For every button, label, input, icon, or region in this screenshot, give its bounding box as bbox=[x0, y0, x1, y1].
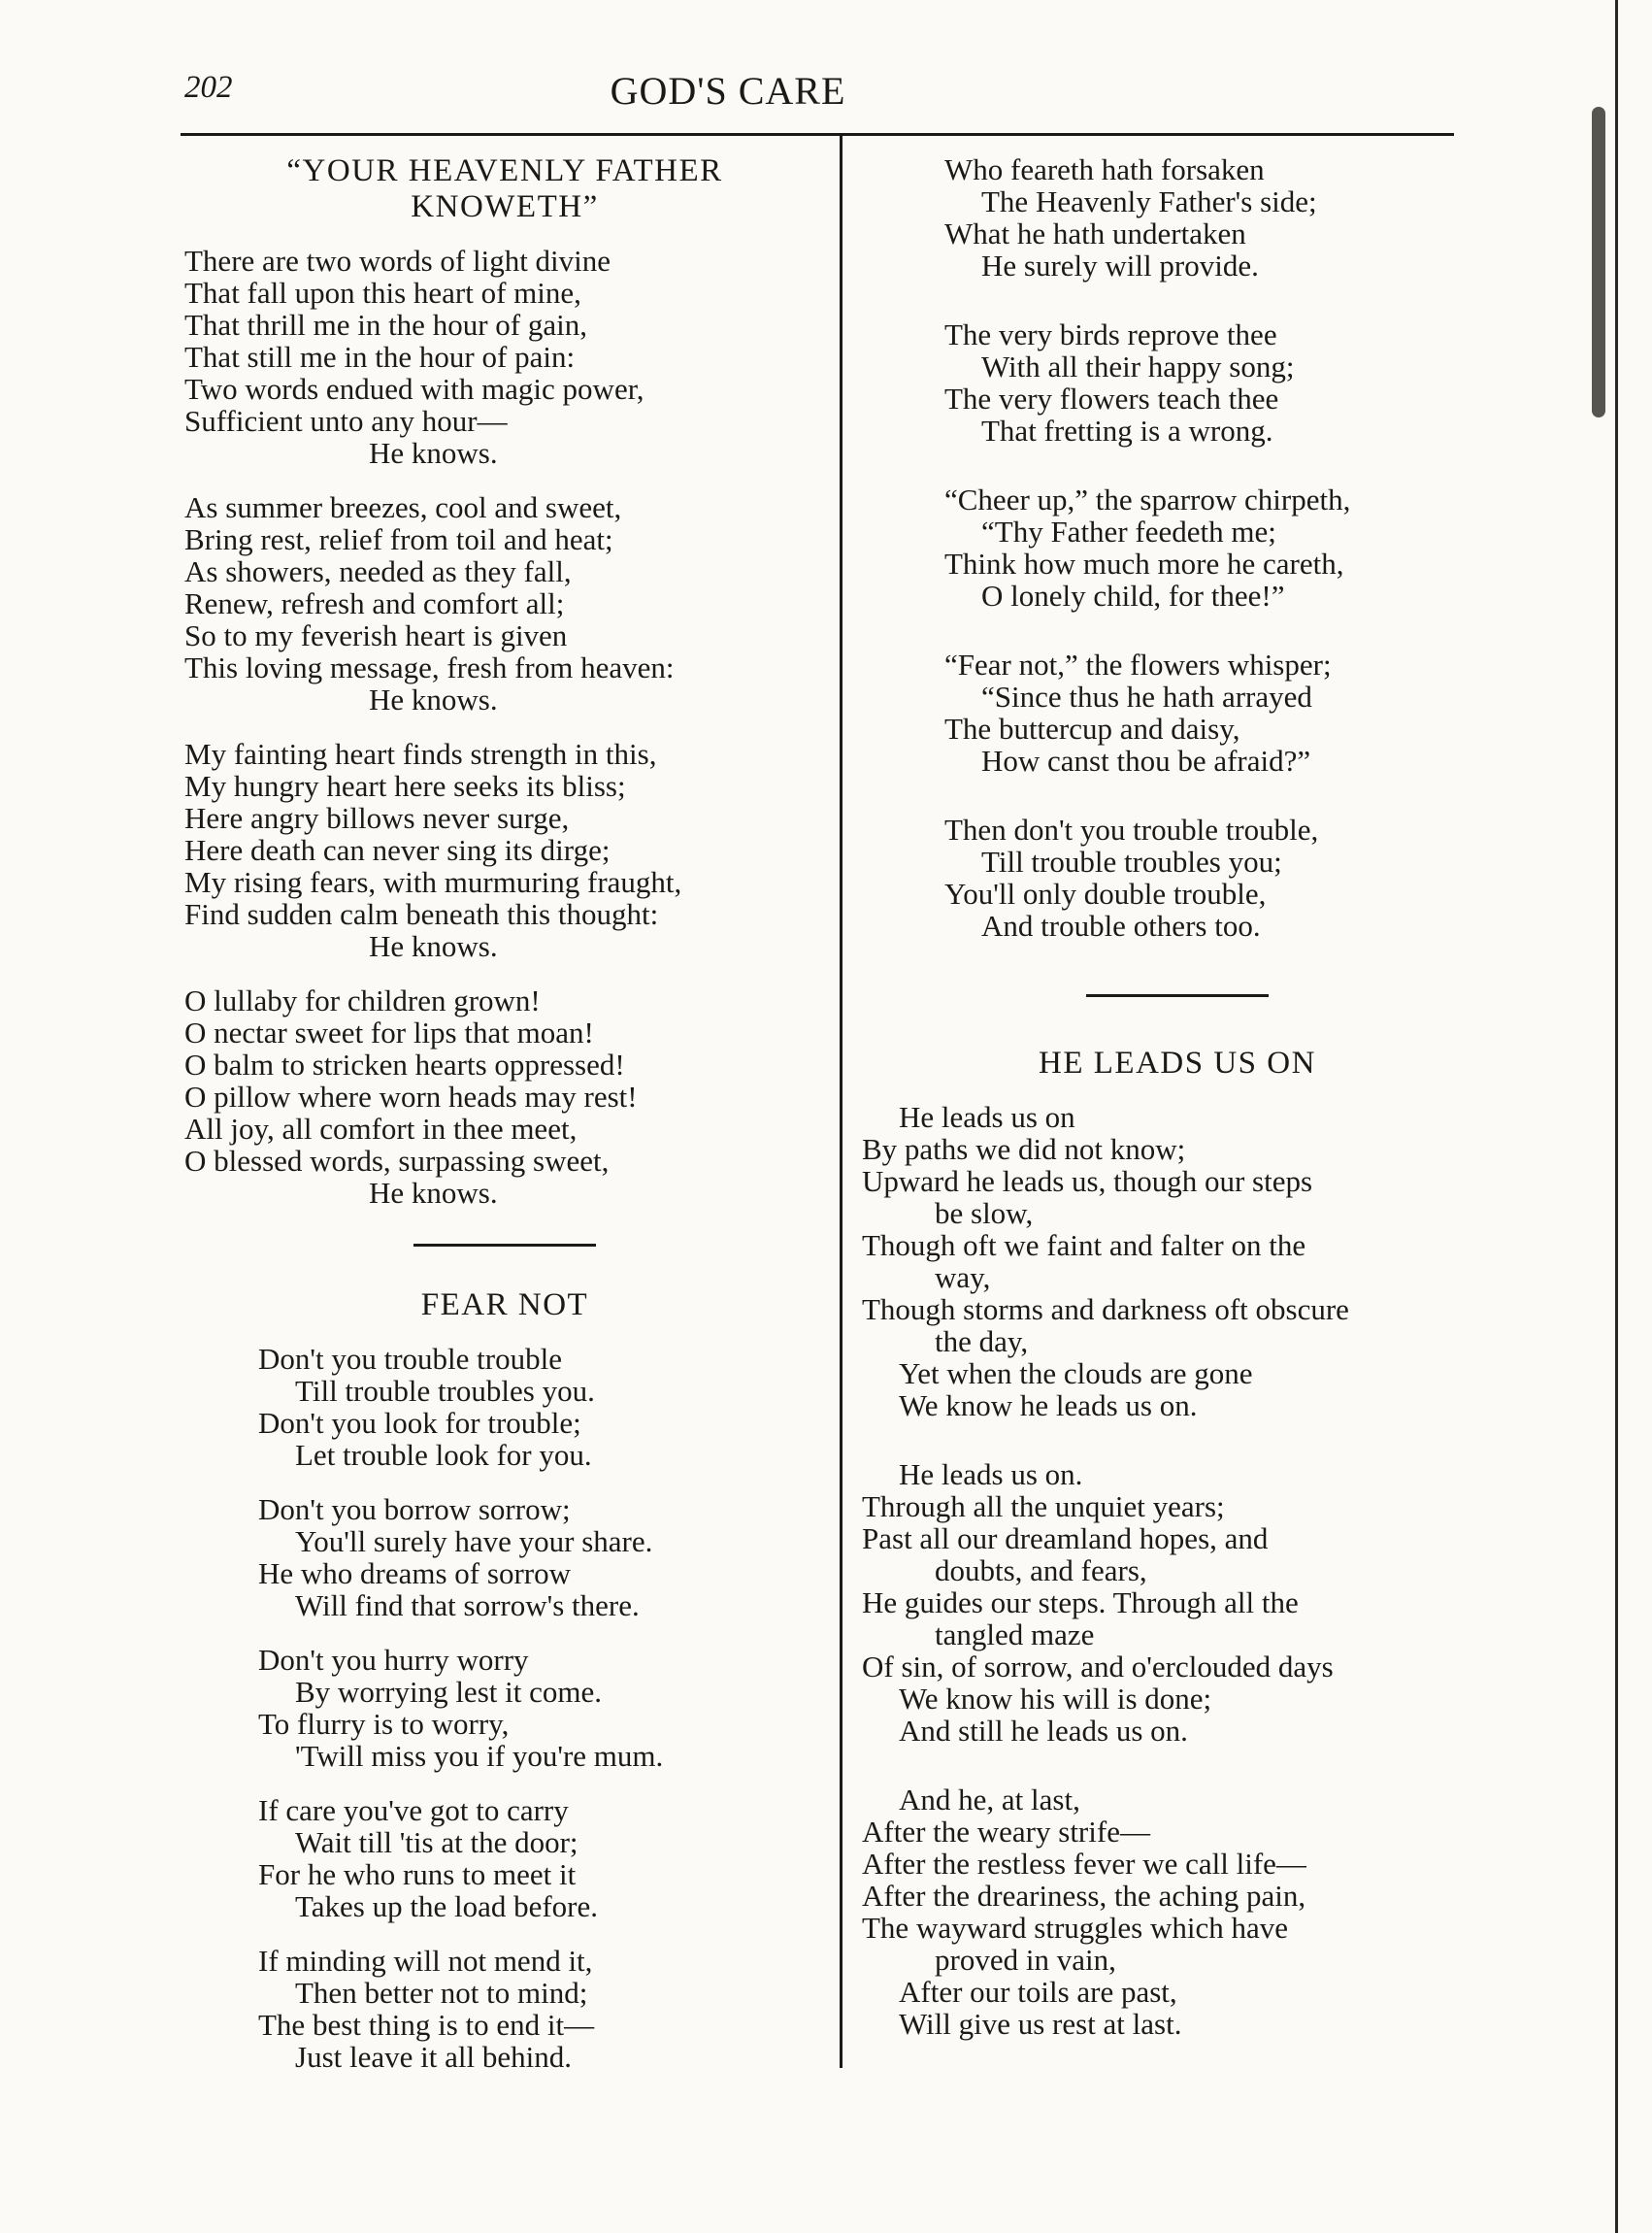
poem-line: Then don't you trouble trouble, bbox=[944, 813, 1319, 847]
stanza bbox=[258, 1945, 825, 2073]
poem-title-line: “YOUR HEAVENLY FATHER bbox=[286, 153, 723, 188]
poem-line: the day, bbox=[935, 1324, 1029, 1358]
poem-line: The very birds reprove thee bbox=[944, 317, 1277, 351]
poem-line: Though oft we faint and falter on the bbox=[862, 1228, 1306, 1262]
stanza bbox=[258, 1493, 825, 1621]
poem-line: That fall upon this heart of mine, bbox=[184, 276, 581, 310]
poem-line: “Fear not,” the flowers whisper; bbox=[944, 648, 1332, 682]
poem-line: The best thing is to end it— bbox=[258, 2008, 595, 2042]
poem-line: O balm to stricken hearts oppressed! bbox=[184, 1048, 625, 1082]
poem-line: We know his will is done; bbox=[899, 1682, 1212, 1716]
poem-line: This loving message, fresh from heaven: bbox=[184, 650, 675, 684]
poem-line: Don't you look for trouble; bbox=[258, 1406, 581, 1440]
poem-line: What he hath undertaken bbox=[944, 217, 1246, 250]
poem-line: He surely will provide. bbox=[981, 249, 1259, 283]
stanza bbox=[944, 483, 1493, 612]
section-divider bbox=[1086, 994, 1269, 997]
stanza bbox=[258, 1794, 825, 1922]
poem-line: Will give us rest at last. bbox=[899, 2007, 1182, 2041]
poem-line: To flurry is to worry, bbox=[258, 1707, 510, 1741]
poem-line: Till trouble troubles you; bbox=[981, 845, 1282, 879]
poem-line: That fretting is a wrong. bbox=[981, 414, 1273, 448]
poem-line: way, bbox=[935, 1260, 991, 1294]
poem-line: proved in vain, bbox=[935, 1943, 1116, 1977]
stanza bbox=[862, 1101, 1493, 1421]
poem-line: Through all the unquiet years; bbox=[862, 1489, 1225, 1523]
poem-line: He guides our steps. Through all the bbox=[862, 1585, 1299, 1619]
poem-line: As showers, needed as they fall, bbox=[184, 554, 572, 588]
poem-line: My rising fears, with murmuring fraught, bbox=[184, 865, 682, 899]
poem-line: Though storms and darkness oft obscure bbox=[862, 1292, 1349, 1326]
poem-line: “Thy Father feedeth me; bbox=[981, 515, 1276, 549]
poem-line: After the dreariness, the aching pain, bbox=[862, 1879, 1306, 1913]
stanza bbox=[944, 649, 1493, 777]
stanza bbox=[184, 491, 825, 716]
poem-title-heavenly bbox=[184, 153, 825, 225]
poem-line: doubts, and fears, bbox=[935, 1553, 1147, 1587]
poem-line: Will find that sorrow's there. bbox=[295, 1588, 640, 1622]
poem-line: And still he leads us on. bbox=[899, 1714, 1188, 1748]
stanza bbox=[862, 1458, 1493, 1747]
poem-line: He who dreams of sorrow bbox=[258, 1556, 571, 1590]
running-head: GOD'S CARE bbox=[610, 69, 846, 113]
stanza bbox=[184, 738, 825, 962]
poem-line: There are two words of light divine bbox=[184, 244, 611, 278]
poem-line: Think how much more he careth, bbox=[944, 547, 1344, 581]
poem-line: That still me in the hour of pain: bbox=[184, 340, 576, 374]
poem-line: Let trouble look for you. bbox=[295, 1438, 592, 1472]
poem-line: Yet when the clouds are gone bbox=[899, 1356, 1253, 1390]
stanza bbox=[944, 318, 1493, 447]
poem-line: If minding will not mend it, bbox=[258, 1944, 593, 1978]
poem-line: With all their happy song; bbox=[981, 350, 1295, 383]
poem-line: Renew, refresh and comfort all; bbox=[184, 586, 565, 620]
poem-line: After our toils are past, bbox=[899, 1975, 1177, 2009]
header-rule bbox=[181, 133, 1454, 136]
refrain-line: He knows. bbox=[369, 929, 498, 963]
poem-line: Here death can never sing its dirge; bbox=[184, 833, 611, 867]
poem-line: How canst thou be afraid?” bbox=[981, 744, 1311, 778]
poem-line: be slow, bbox=[935, 1196, 1034, 1230]
poem-line: Who feareth hath forsaken bbox=[944, 152, 1265, 186]
poem-line: The wayward struggles which have bbox=[862, 1911, 1289, 1945]
poem-line: “Cheer up,” the sparrow chirpeth, bbox=[944, 483, 1351, 517]
fear-not-stanzas bbox=[184, 1343, 825, 2073]
binding-shadow bbox=[1592, 107, 1605, 417]
refrain-line: He knows. bbox=[369, 436, 498, 470]
poem-line: And trouble others too. bbox=[981, 909, 1261, 943]
stanza bbox=[184, 984, 825, 1209]
poem-line: The Heavenly Father's side; bbox=[981, 184, 1317, 218]
poem-line: By paths we did not know; bbox=[862, 1132, 1186, 1166]
poem-title-he-leads-us-on: HE LEADS US ON bbox=[1039, 1046, 1316, 1081]
stanza bbox=[944, 153, 1493, 282]
poem-line: O lullaby for children grown! bbox=[184, 983, 541, 1017]
stanza bbox=[258, 1343, 825, 1471]
stanza bbox=[258, 1644, 825, 1772]
refrain-line: He knows. bbox=[369, 683, 498, 717]
poem-line: The buttercup and daisy, bbox=[944, 712, 1240, 746]
poem-line: If care you've got to carry bbox=[258, 1793, 569, 1827]
poem-line: Sufficient unto any hour— bbox=[184, 404, 508, 438]
poem-line: O pillow where worn heads may rest! bbox=[184, 1080, 638, 1114]
poem-line: “Since thus he hath arrayed bbox=[981, 680, 1312, 714]
poem-line: 'Twill miss you if you're mum. bbox=[295, 1739, 664, 1773]
column-rule bbox=[840, 136, 843, 2068]
page-number: 202 bbox=[184, 70, 233, 105]
poem-line: After the weary strife— bbox=[862, 1815, 1150, 1849]
poem-line: Wait till 'tis at the door; bbox=[295, 1825, 578, 1859]
poem-title-fear-not: FEAR NOT bbox=[420, 1287, 589, 1322]
poem-line: Upward he leads us, though our steps bbox=[862, 1164, 1313, 1198]
poem-line: Bring rest, relief from toil and heat; bbox=[184, 522, 613, 556]
poem-line: For he who runs to meet it bbox=[258, 1857, 577, 1891]
poem-line: Of sin, of sorrow, and o'erclouded days bbox=[862, 1650, 1334, 1683]
poem-line: Till trouble troubles you. bbox=[295, 1374, 595, 1408]
poem-line: By worrying lest it come. bbox=[295, 1675, 602, 1709]
poem-line: O nectar sweet for lips that moan! bbox=[184, 1016, 594, 1050]
fear-not-continued bbox=[862, 153, 1493, 942]
page-edge bbox=[1615, 0, 1618, 2233]
poem-line: All joy, all comfort in thee meet, bbox=[184, 1112, 578, 1146]
poem-title-line: KNOWETH” bbox=[411, 189, 599, 224]
poem-line: Don't you hurry worry bbox=[258, 1643, 529, 1677]
stanza bbox=[862, 1783, 1493, 2040]
left-column bbox=[184, 153, 825, 2095]
poem-line: O blessed words, surpassing sweet, bbox=[184, 1144, 610, 1178]
poem-line: O lonely child, for thee!” bbox=[981, 579, 1285, 613]
poem-line: The very flowers teach thee bbox=[944, 382, 1279, 416]
poem-line: You'll surely have your share. bbox=[295, 1524, 653, 1558]
stanza bbox=[944, 814, 1493, 942]
poem-line: Here angry billows never surge, bbox=[184, 801, 570, 835]
poem-line: Just leave it all behind. bbox=[295, 2040, 572, 2074]
poem-line: Then better not to mind; bbox=[295, 1976, 588, 2010]
poem-line: So to my feverish heart is given bbox=[184, 618, 568, 652]
poem-line: Don't you trouble trouble bbox=[258, 1342, 562, 1376]
poem-line: Two words endued with magic power, bbox=[184, 372, 644, 406]
poem-line: We know he leads us on. bbox=[899, 1388, 1198, 1422]
poem-line: Don't you borrow sorrow; bbox=[258, 1492, 571, 1526]
stanza bbox=[184, 245, 825, 469]
right-column bbox=[862, 153, 1493, 2062]
refrain-line: He knows. bbox=[369, 1176, 498, 1210]
poem-line: He leads us on bbox=[899, 1100, 1075, 1134]
poem-line: Takes up the load before. bbox=[295, 1889, 599, 1923]
poem-line: After the restless fever we call life— bbox=[862, 1847, 1306, 1881]
poem-line: Find sudden calm beneath this thought: bbox=[184, 897, 659, 931]
poem-line: That thrill me in the hour of gain, bbox=[184, 308, 587, 342]
poem-line: My hungry heart here seeks its bliss; bbox=[184, 769, 626, 803]
section-divider bbox=[413, 1244, 596, 1247]
poem-line: And he, at last, bbox=[899, 1783, 1080, 1816]
poem-line: tangled maze bbox=[935, 1617, 1095, 1651]
poem-line: As summer breezes, cool and sweet, bbox=[184, 490, 622, 524]
poem-line: Past all our dreamland hopes, and bbox=[862, 1521, 1269, 1555]
poem-line: He leads us on. bbox=[899, 1457, 1083, 1491]
poem-line: My fainting heart finds strength in this, bbox=[184, 737, 657, 771]
poem-line: You'll only double trouble, bbox=[944, 877, 1267, 911]
